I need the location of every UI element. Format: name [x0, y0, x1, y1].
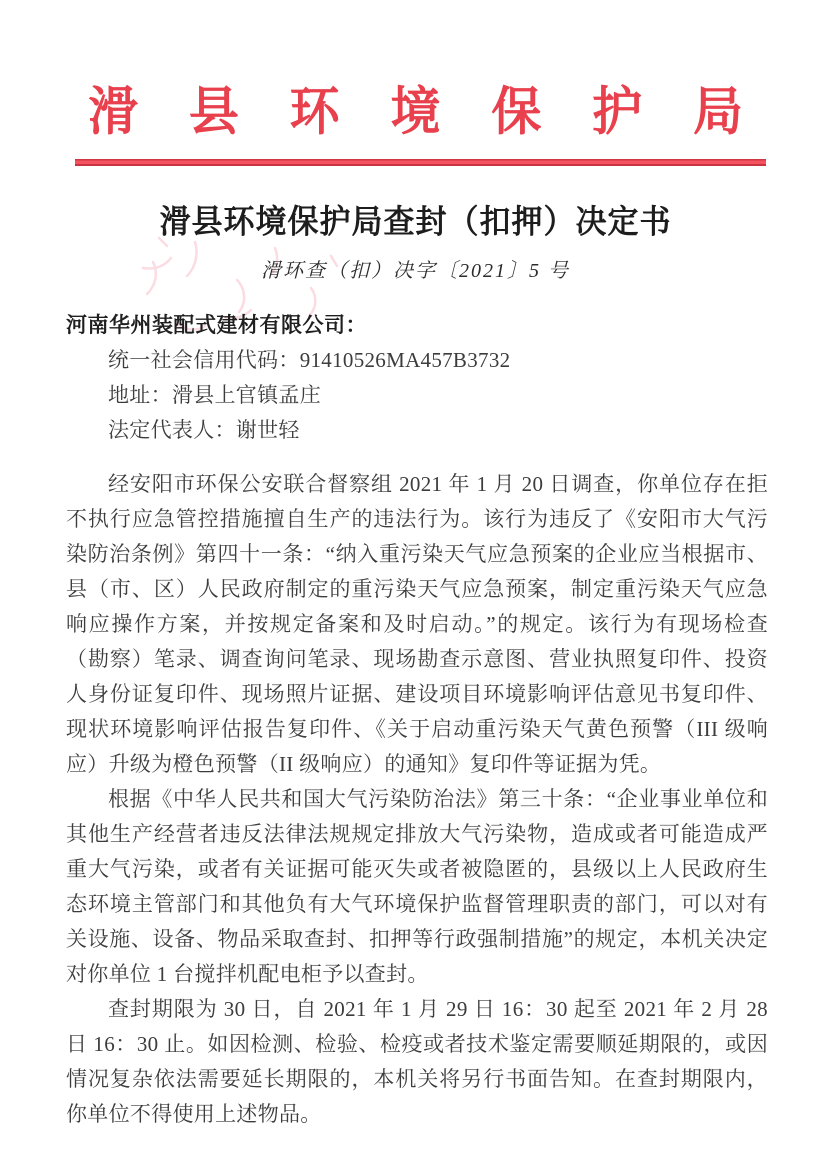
letterhead-char: 局	[692, 82, 743, 142]
letterhead-agency-name	[88, 84, 743, 140]
addressee-company-name: 河南华州装配式建材有限公司：	[66, 313, 367, 337]
document-number: 滑环查（扣）决字〔2021〕5 号	[261, 260, 570, 282]
document-title: 滑县环境保护局查封（扣押）决定书	[159, 203, 672, 241]
body-paragraphs	[66, 467, 768, 1132]
legal-representative-line: 法定代表人：谢世轻	[108, 418, 300, 442]
letterhead-char: 护	[592, 82, 643, 142]
document-body	[66, 308, 768, 1132]
paragraph-seizure-period: 查封期限为 30 日，自 2021 年 1 月 29 日 16：30 起至 2021 年 2 月 28 日 16：30 止。如因检测、检验、检疫或者技术鉴定需要顺延期限的，或因情况复杂依法需要延长期限的，本机关将另行书面告知。在查封期限内，你单位不得使用上述物品。	[66, 997, 768, 1126]
letterhead-char: 保	[491, 82, 542, 142]
credit-code-line: 统一社会信用代码：91410526MA457B3732	[108, 348, 511, 372]
letterhead-char: 县	[188, 82, 239, 142]
letterhead-divider-rule	[75, 159, 766, 166]
address-line: 地址：滑县上官镇孟庄	[108, 383, 321, 407]
paragraph-violation-facts: 经安阳市环保公安联合督察组 2021 年 1 月 20 日调查，你单位存在拒不执行应急管控措施擅自生产的违法行为。该行为违反了《安阳市大气污染防治条例》第四十一条：“纳入重污染天气应急预案的企业应当根据市、县（市、区）人民政府制定的重污染天气应急预案，制定重污染天气应急响应操作方案，并按规定备案和及时启动。”的规定。该行为有现场检查（勘察）笔录、调查询问笔录、现场勘查示意图、营业执照复印件、投资人身份证复印件、现场照片证据、建设项目环境影响评估意见书复印件、现状环境影响评估报告复印件、《关于启动重污染天气黄色预警（III 级响应）升级为橙色预警（II 级响应）的通知》复印件等证据为凭。	[66, 472, 768, 776]
letterhead-char: 环	[289, 82, 340, 142]
paragraph-legal-basis-decision: 根据《中华人民共和国大气污染防治法》第三十条：“企业事业单位和其他生产经营者违反法律法规规定排放大气污染物，造成或者可能造成严重大气污染，或者有关证据可能灭失或者被隐匿的，县级以上人民政府生态环境主管部门和其他负有大气环境保护监督管理职责的部门，可以对有关设施、设备、物品采取查封、扣押等行政强制措施”的规定，本机关决定对你单位 1 台搅拌机配电柜予以查封。	[66, 787, 768, 986]
letterhead-char: 滑	[88, 82, 138, 142]
letterhead-char: 境	[390, 82, 441, 142]
